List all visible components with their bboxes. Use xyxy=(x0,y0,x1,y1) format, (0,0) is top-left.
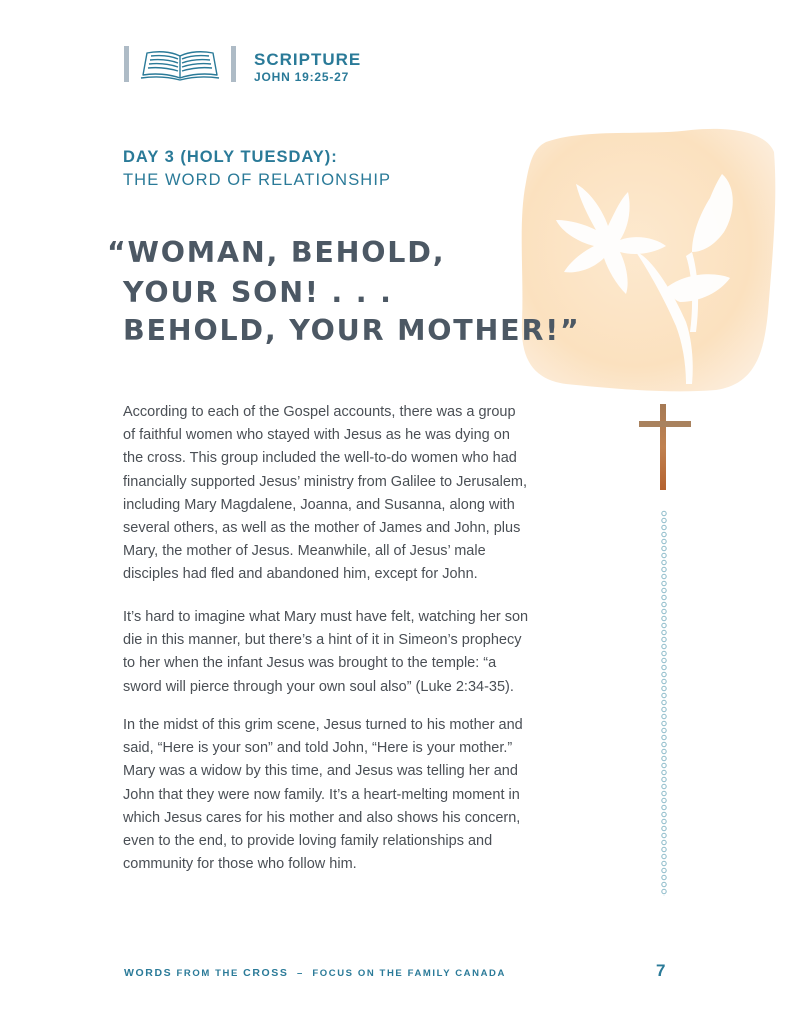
paragraph-line: several others, as well as the mother of James and John, plus xyxy=(123,520,521,537)
quote-line-1: “WOMAN, BEHOLD, xyxy=(107,236,446,269)
paragraph-1 xyxy=(123,401,583,587)
paragraph-line: According to each of the Gospel accounts, there was a group xyxy=(123,404,516,420)
scripture-heading: SCRIPTURE xyxy=(254,50,362,69)
header-bar-left xyxy=(124,46,129,82)
scripture-reference: JOHN 19:25-27 xyxy=(254,70,350,84)
footer-text xyxy=(124,967,506,979)
paragraph-line: disciples had fled and abandoned him, except for John. xyxy=(123,566,478,583)
paragraph-line: to her when the infant Jesus was brought to the temple: “a xyxy=(123,655,497,672)
lily-flower-icon xyxy=(516,122,778,394)
paragraph-line: John that they were now family. It’s a heart-melting moment in xyxy=(123,786,520,803)
paragraph-line: Mary was a widow by this time, and Jesus was telling her and xyxy=(123,763,518,780)
footer-cross: CROSS xyxy=(243,967,289,979)
footer-organization: FOCUS ON THE FAMILY CANADA xyxy=(312,968,506,979)
paragraph-line: financially supported Jesus’ ministry from Galilee to Jerusalem, xyxy=(123,473,528,490)
paragraph-line: including Mary Magdalene, Joanna, and Susanna, along with xyxy=(123,496,515,513)
paragraph-line: Mary, the mother of Jesus. Meanwhile, all of Jesus’ male xyxy=(123,543,486,560)
footer-words: WORDS xyxy=(124,967,173,979)
day-label: DAY 3 (HOLY TUESDAY): xyxy=(123,148,338,166)
paragraph-line: die in this manner, but there’s a hint of it in Simeon’s prophecy xyxy=(123,632,522,649)
paragraph-2 xyxy=(123,606,583,699)
quote-line-3: BEHOLD, YOUR MOTHER!” xyxy=(123,314,581,347)
paragraph-3 xyxy=(123,714,583,876)
header-bar-right xyxy=(231,46,236,82)
paragraph-line: said, “Here is your son” and told John, “Here is your mother.” xyxy=(123,740,513,757)
paragraph-line: community for those who follow him. xyxy=(123,856,357,873)
paragraph-line: even to the end, to provide loving family relationships and xyxy=(123,833,493,850)
paragraph-line: of faithful women who stayed with Jesus as he was dying on xyxy=(123,427,510,444)
open-book-icon xyxy=(139,47,221,81)
day-subtitle: THE WORD OF RELATIONSHIP xyxy=(123,171,392,189)
paragraph-line: the cross. This group included the well-to-do women who had xyxy=(123,450,517,467)
page-number: 7 xyxy=(656,961,666,980)
paragraph-line: In the midst of this grim scene, Jesus turned to his mother and xyxy=(123,717,523,733)
cross-icon xyxy=(638,404,692,490)
paragraph-line: It’s hard to imagine what Mary must have felt, watching her son xyxy=(123,609,529,625)
quote-line-2: YOUR SON! . . . xyxy=(123,276,393,309)
paragraph-line: sword will pierce through your own soul also” (Luke 2:34-35). xyxy=(123,678,514,695)
footer-from-the: FROM THE xyxy=(176,968,239,979)
paragraph-line: which Jesus cares for his mother and also shows his concern, xyxy=(123,809,521,826)
footer-separator: – xyxy=(296,968,304,979)
decorative-dotted-divider xyxy=(659,510,669,896)
